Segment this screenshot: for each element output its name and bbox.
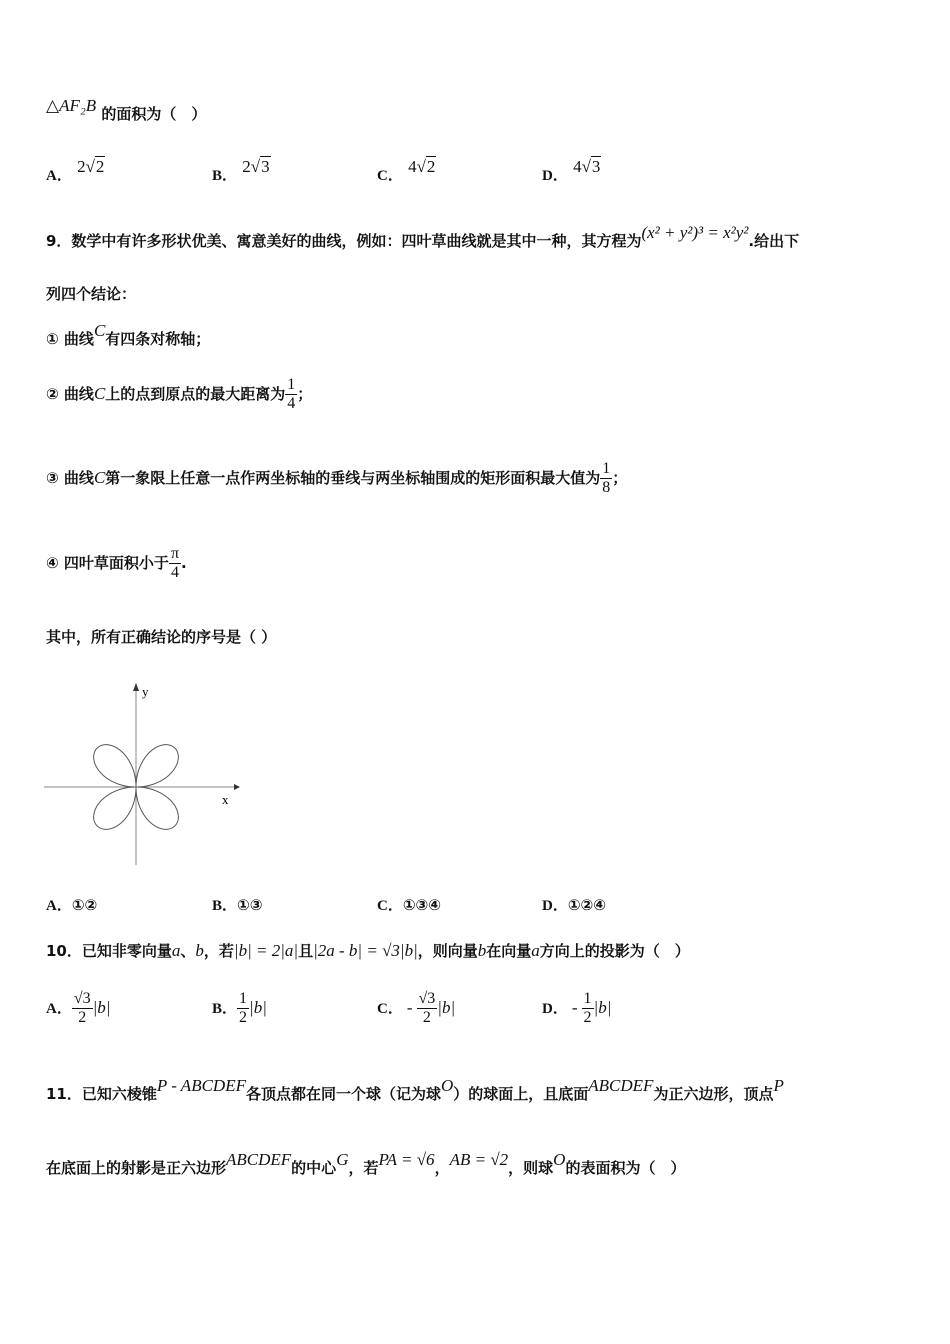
center-g: G xyxy=(336,1150,349,1169)
four-leaf-clover-figure xyxy=(44,680,244,866)
q10-option-c[interactable] xyxy=(377,990,455,1027)
q11-stem-line2 xyxy=(46,1150,686,1178)
x-axis-label: x xyxy=(222,792,229,807)
q11-text-7: ，若 xyxy=(348,1159,379,1177)
option-label: C． xyxy=(377,168,403,184)
q10-text-2: ，若 xyxy=(203,942,234,960)
q9-intro-end: .给出下 xyxy=(748,232,800,250)
q8-triangle-expr: △AF₂B xyxy=(46,96,97,115)
q10-text-3: 且 xyxy=(298,942,314,960)
option-value: ①②④ xyxy=(567,896,606,914)
conclusion-prefix: ③ 曲线 xyxy=(46,469,94,487)
q9-intro: 9．数学中有许多形状优美、寓意美好的曲线，例如：四叶草曲线就是其中一种，其方程为 xyxy=(46,232,642,250)
option-sign: - xyxy=(571,998,578,1017)
option-value: 2√3 xyxy=(242,157,270,176)
ab-length: AB = √2 xyxy=(449,1150,509,1169)
curve-var: C xyxy=(93,384,106,403)
q11-text-10: 的表面积为（ ） xyxy=(565,1159,686,1177)
conclusion-text: 有四条对称轴； xyxy=(105,330,211,348)
q11-text-2: 各顶点都在同一个球（记为球 xyxy=(245,1085,441,1103)
option-sign: - xyxy=(406,998,413,1017)
q11-text-6: 的中心 xyxy=(291,1159,337,1177)
x-axis-arrow xyxy=(234,784,240,790)
condition-1: |b| = 2|a| xyxy=(233,941,299,960)
q10-option-b[interactable] xyxy=(212,990,267,1027)
fraction: $\frac{√3}{2}$ xyxy=(73,990,91,1026)
option-label: C． xyxy=(377,898,403,914)
option-label: D． xyxy=(542,898,568,914)
condition-2: |2a - b| = √3|b| xyxy=(313,941,418,960)
conclusion-text: ④ 四叶草面积小于 xyxy=(46,554,169,572)
q10-text-6: 方向上的投影为（ ） xyxy=(539,942,690,960)
pa-length: PA = √6 xyxy=(378,1150,435,1169)
q8-option-b[interactable] xyxy=(212,157,271,185)
q9-question: 其中，所有正确结论的序号是（ ） xyxy=(46,628,277,646)
curve-var: C xyxy=(93,468,106,487)
q10-option-a[interactable] xyxy=(46,990,110,1027)
q9-conclusion-2 xyxy=(46,376,312,413)
conclusion-text: 上的点到原点的最大距离为 xyxy=(105,385,286,403)
q9-option-d[interactable] xyxy=(542,894,606,915)
q11-stem xyxy=(46,1076,784,1104)
q11-text-8: ， xyxy=(434,1159,450,1177)
vector-a: a xyxy=(171,941,181,960)
q8-option-d[interactable] xyxy=(542,157,601,185)
q10-option-d[interactable] xyxy=(542,990,611,1027)
q9-conclusion-1 xyxy=(46,321,211,349)
option-label: A． xyxy=(46,898,72,914)
q9-conclusion-4 xyxy=(46,545,187,582)
sphere-o: O xyxy=(553,1150,566,1169)
fraction: $\frac{1}{2}$ xyxy=(239,990,248,1026)
option-label: B． xyxy=(212,168,238,184)
option-value: ①② xyxy=(71,896,98,914)
option-label: D． xyxy=(542,1001,568,1017)
option-value: 4√3 xyxy=(573,157,601,176)
vector-b: b xyxy=(477,941,487,960)
y-axis-label: y xyxy=(142,684,149,699)
y-axis-arrow xyxy=(133,683,139,691)
fraction: $\frac{1}{2}$ xyxy=(583,990,592,1026)
fraction: $\frac{√3}{2}$ xyxy=(418,990,436,1026)
fraction: $\frac{\pi}{4}$ xyxy=(170,545,180,581)
option-value: 2√2 xyxy=(77,157,105,176)
conclusion-end: ； xyxy=(297,385,313,403)
option-label: B． xyxy=(212,898,238,914)
q9-equation: (x² + y²)³ = x²y² xyxy=(641,223,749,242)
q9-stem xyxy=(46,223,800,251)
q9-option-b[interactable] xyxy=(212,894,262,915)
q11-text-9: ，则球 xyxy=(508,1159,554,1177)
conclusion-prefix: ① 曲线 xyxy=(46,330,94,348)
option-label: B． xyxy=(212,1001,238,1017)
option-label: D． xyxy=(542,168,568,184)
curve-var: C xyxy=(93,321,106,340)
q10-text-1: 10．已知非零向量 xyxy=(46,942,172,960)
option-label: A． xyxy=(46,1001,72,1017)
vector-norm: |b| xyxy=(593,998,612,1017)
q11-text-4: 为正六边形，顶点 xyxy=(653,1085,774,1103)
q8-option-a[interactable] xyxy=(46,157,105,185)
q10-text-5: 在向量 xyxy=(486,942,532,960)
base-name: ABCDEF xyxy=(588,1076,654,1095)
pyramid-name: P - ABCDEF xyxy=(156,1076,246,1095)
q9-conclusion-3 xyxy=(46,460,627,497)
q8-stem-text: 的面积为（ ） xyxy=(101,105,207,123)
conclusion-end: ； xyxy=(612,469,628,487)
q8-stem xyxy=(46,96,207,124)
q11-text-3: ）的球面上，且底面 xyxy=(453,1085,589,1103)
vector-a: a xyxy=(531,941,540,960)
q10-text-4: ，则向量 xyxy=(417,942,478,960)
conclusion-prefix: ② 曲线 xyxy=(46,385,94,403)
vector-norm: |b| xyxy=(92,998,111,1017)
option-value: ①③④ xyxy=(402,896,441,914)
q10-stem xyxy=(46,940,690,961)
vector-b: b xyxy=(195,941,204,960)
vector-norm: |b| xyxy=(437,998,456,1017)
option-value: ①③ xyxy=(237,896,263,914)
q9-option-c[interactable] xyxy=(377,894,441,915)
option-label: C． xyxy=(377,1001,403,1017)
q11-text-1: 11．已知六棱锥 xyxy=(46,1085,157,1103)
vector-norm: |b| xyxy=(249,998,267,1017)
q11-text-5: 在底面上的射影是正六边形 xyxy=(46,1159,227,1177)
vertex-p: P xyxy=(773,1076,784,1095)
option-value: 4√2 xyxy=(408,157,436,176)
conclusion-end: . xyxy=(181,554,187,572)
q8-option-c[interactable] xyxy=(377,157,436,185)
sphere-o: O xyxy=(440,1076,454,1095)
option-label: A． xyxy=(46,168,72,184)
q9-option-a[interactable] xyxy=(46,894,97,915)
fraction: $\frac{1}{4}$ xyxy=(287,376,296,412)
fraction: $\frac{1}{8}$ xyxy=(602,460,611,496)
q9-stem-line2: 列四个结论： xyxy=(46,285,137,303)
q10-sep: 、 xyxy=(180,942,196,960)
base-name: ABCDEF xyxy=(226,1150,292,1169)
conclusion-text: 第一象限上任意一点作两坐标轴的垂线与两坐标轴围成的矩形面积最大值为 xyxy=(105,469,601,487)
